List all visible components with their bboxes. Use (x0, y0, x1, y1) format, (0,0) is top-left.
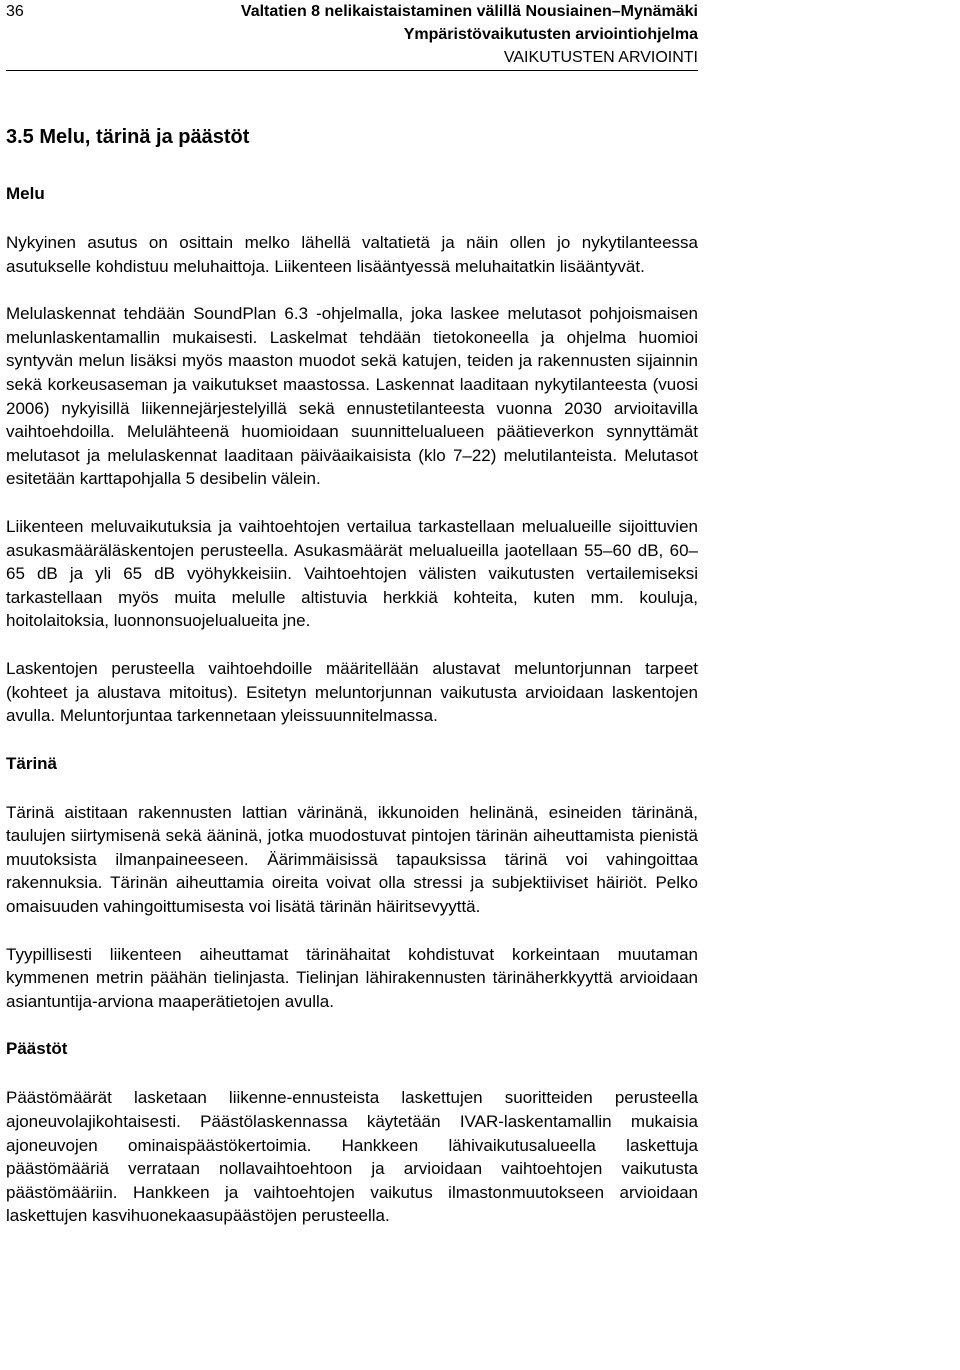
chapter-label: VAIKUTUSTEN ARVIOINTI (503, 49, 698, 66)
section-heading: 3.5 Melu, tärinä ja päästöt (6, 126, 250, 148)
paragraph: Tärinä aistitaan rakennusten lattian värinänä, ikkunoiden helinänä, esineiden tärinänä, taulujen siirtymisenä sekä ääninä, jotka muodostuvat pintojen tärinän aiheuttamista pienistä muutoksista ilmanpaineeseen. Äärimmäisissä tapauksissa tärinä voi vahingoittaa rakennuksia. Tärinän aiheuttamia oireita voivat olla stressi ja subjektiiviset häiriöt. Pelko omaisuuden vahingoittumisesta voi lisätä tärinän häiritsevyyttä. (6, 802, 698, 917)
paragraph: Nykyinen asutus on osittain melko lähellä valtatietä ja näin ollen jo nykytilanteessa asutukselle kohdistuu meluhaittoja. Liikenteen lisääntyessä meluhaitatkin lisääntyvät. (6, 233, 698, 276)
page-body (6, 122, 698, 1252)
paragraph: Tyypillisesti liikenteen aiheuttamat tärinähaitat kohdistuvat korkeintaan muutaman kymmenen metrin päähän tielinjasta. Tielinjan lähirakennusten tärinäherkkyyttä arvioidaan asiantuntija-arviona maaperätietojen avulla. (6, 944, 698, 1011)
paragraph: Liikenteen meluvaikutuksia ja vaihtoehtojen vertailua tarkastellaan melualueille sijoittuvien asukasmääräläskentojen perusteella. Asukasmäärät melualueilla jaotellaan 55–60 dB, 60–65 dB ja yli 65 dB vyöhykkeisiin. Vaihtoehtojen välisten vaikutusten vertailemiseksi tarkastellaan myös muita melulle altistuvia herkkiä kohteita, kuten mm. kouluja, hoitolaitoksia, luonnonsuojelualueita jne. (6, 516, 698, 631)
paragraph: Laskentojen perusteella vaihtoehdoille määritellään alustavat meluntorjunnan tarpeet (kohteet ja alustava mitoitus). Esitetyn meluntorjunnan vaikutusta arvioidaan laskentojen avulla. Meluntorjuntaa tarkennetaan yleissuunnitelmassa. (6, 658, 698, 726)
header-titles (241, 0, 698, 69)
paragraph: Melulaskennat tehdään SoundPlan 6.3 -ohjelmalla, joka laskee melutasot pohjoismaisen melunlaskentamallin mukaisesti. Laskelmat tehdään tietokoneella ja ohjelma huomioi syntyvän melun lisäksi myös maaston muodot sekä katujen, teiden ja rakennusten sijainnin sekä korkeusaseman ja vaikutukset maastossa. Laskennat laaditaan nykytilanteesta (vuosi 2006) nykyisillä liikennejärjestelyillä sekä ennustetilanteesta vuonna 2030 arvioitavilla vaihtoehdoilla. Melulähteenä huomioidaan suunnittelualueen päätieverkon synnyttämät melutasot ja melulaskennat laaditaan päiväaikaisista (klo 7–22) melutilanteista. Melutasot esitetään karttapohjalla 5 desibelin välein. (6, 304, 698, 489)
page-number: 36 (6, 3, 24, 20)
header-rule (6, 70, 698, 71)
subheading-tarina: Tärinä (6, 753, 58, 773)
page-header (6, 0, 698, 70)
document-subtitle: Ympäristövaikutusten arviointiohjelma (403, 26, 698, 43)
paragraph: Päästömäärät lasketaan liikenne-ennusteista laskettujen suoritteiden perusteella ajoneuvolajikohtaisesti. Päästölaskennassa käytetään IVAR-laskentamallin mukaisia ajoneuvojen ominaispäästökertoimia. Hankkeen lähivaikutusalueella laskettuja päästömääriä verrataan nollavaihtoehtoon ja arvioidaan vaihtoehtojen vaikutusta päästömääriin. Hankkeen ja vaihtoehtojen vaikutus ilmastonmuutokseen arvioidaan laskettujen kasvihuonekaasupäästöjen perusteella. (6, 1088, 698, 1226)
document-title: Valtatien 8 nelikaistaistaminen välillä Nousiainen–Mynämäki (240, 3, 698, 20)
subheading-melu: Melu (6, 184, 45, 203)
subheading-paastot: Päästöt (6, 1039, 68, 1059)
